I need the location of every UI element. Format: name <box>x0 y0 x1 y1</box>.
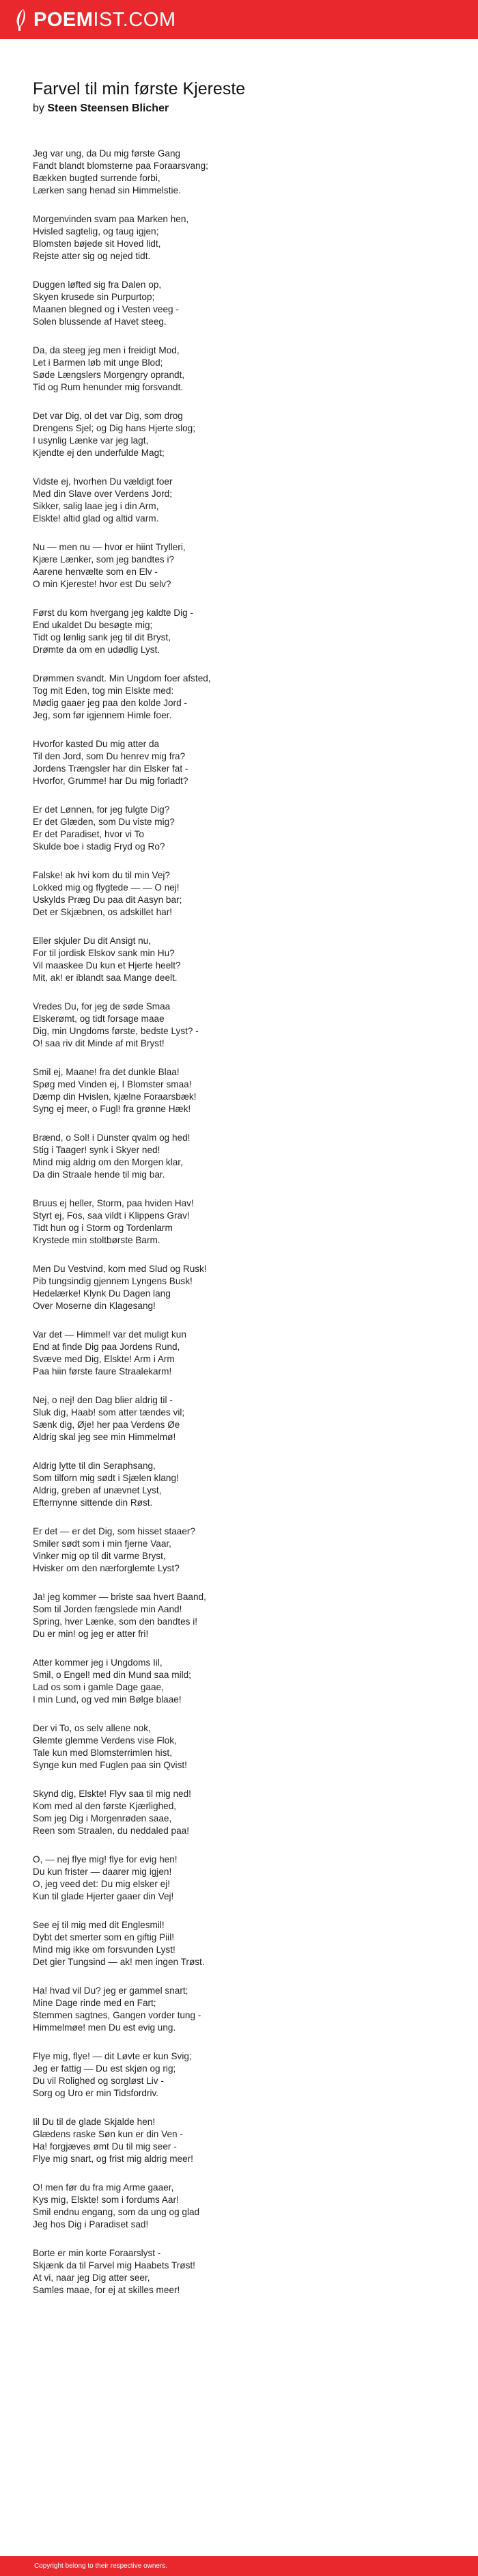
poem-stanza <box>33 1657 442 1706</box>
poem-line: Flye mig, flye! — dit Løvte er kun Svig; <box>33 2051 192 2061</box>
poem-line: Nu — men nu — hvor er hiint Trylleri, <box>33 542 186 552</box>
poem-line: Bækken bugted surrende forbi, <box>33 173 160 183</box>
poem-line: Sikker, salig laae jeg i din Arm, <box>33 501 159 511</box>
poem-line: O! saa riv dit Minde af mit Bryst! <box>33 1038 165 1048</box>
poem-stanza <box>33 1460 442 1509</box>
poem-line: Drengens Sjel; og Dig hans Hjerte slog; <box>33 423 196 433</box>
poem-line: Morgenvinden svam paa Marken hen, <box>33 214 189 224</box>
poem-line: Først du kom hvergang jeg kaldte Dig - <box>33 608 193 618</box>
poem-line: Hvorfor, Grumme! har Du mig forladt? <box>33 776 188 786</box>
poem-line: Mind mig aldrig om den Morgen klar, <box>33 1157 183 1167</box>
poem-line: Iil Du til de glade Skjalde hen! <box>33 2117 156 2127</box>
poem-line: Flye mig snart, og frist mig aldrig meer! <box>33 2154 193 2164</box>
poem-stanza <box>33 738 442 787</box>
poem-line: Mine Dage rinde med en Fart; <box>33 1998 156 2008</box>
poem-line: Aldrig, greben af unævnet Lyst, <box>33 1485 162 1495</box>
poem-line: Ha! hvad vil Du? jeg er gammel snart; <box>33 1985 188 1996</box>
poem-line: O, jeg veed det: Du mig elsker ej! <box>33 1879 170 1889</box>
poem-author[interactable]: Steen Steensen Blicher <box>47 103 169 114</box>
poem-line: Tidt og lønlig sank jeg til dit Bryst, <box>33 632 171 642</box>
brand-light: IST.COM <box>93 9 176 31</box>
poem-line: Hvisker om den nærforglemte Lyst? <box>33 1563 180 1573</box>
poem-line: Hedelærke! Klynk Du Dagen lang <box>33 1288 171 1299</box>
poem-line: Mit, ak! er iblandt saa Mange deelt. <box>33 973 178 983</box>
poem-line: I usynlig Lænke var jeg lagt, <box>33 435 149 446</box>
poem-line: Tidt hun og i Storm og Tordenlarm <box>33 1223 173 1233</box>
poem-line: Søde Længslers Morgengry oprandt, <box>33 370 185 380</box>
poem-line: Var det — Himmel! var det muligt kun <box>33 1329 186 1340</box>
poem-line: Det er Skjæbnen, os adskillet har! <box>33 907 173 917</box>
poem-line: Drømmen svandt. Min Ungdom foer afsted, <box>33 673 211 683</box>
poem-stanza <box>33 1919 442 1968</box>
poem-stanza <box>33 1329 442 1378</box>
poem-line: Himmelmøe! men Du est evig ung. <box>33 2022 176 2033</box>
poem-line: Dig, min Ungdoms første, bedste Lyst? - <box>33 1026 199 1036</box>
poem-line: O min Kjereste! hvor est Du selv? <box>33 579 171 589</box>
poem-line: Spøg med Vinden ej, I Blomster smaa! <box>33 1079 192 1089</box>
poem-line: Vinker mig op til dit varme Bryst, <box>33 1551 166 1561</box>
poem-stanza <box>33 2050 442 2100</box>
poem-line: Drømte da om en udødlig Lyst. <box>33 645 160 655</box>
poem-stanza <box>33 2182 442 2231</box>
poem-line: Atter kommer jeg i Ungdoms Iil, <box>33 1657 163 1668</box>
poem-line: Spring, hver Lænke, som den bandtes i! <box>33 1616 198 1627</box>
poem-line: Jeg, som før igjennem Himle foer. <box>33 710 172 720</box>
poem-stanza <box>33 1132 442 1181</box>
poem-stanza <box>33 148 442 197</box>
poem-line: Hvisled sagtelig, og taug igjen; <box>33 226 159 236</box>
poem-stanza <box>33 1985 442 2034</box>
poem-line: Smil ej, Maane! fra det dunkle Blaa! <box>33 1067 180 1077</box>
poem-line: Kun til glade Hjerter gaaer din Vej! <box>33 1891 174 1901</box>
poem-line: Skyen krusede sin Purpurtop; <box>33 292 155 302</box>
poem-line: Lærken sang henad sin Himmelstie. <box>33 185 181 195</box>
poem-line: Tog mit Eden, tog min Elskte med: <box>33 686 174 696</box>
poem-stanza <box>33 2247 442 2296</box>
poem-stanza <box>33 1788 442 1837</box>
poem-line: Reen som Straalen, du neddaled paa! <box>33 1826 189 1836</box>
poem-line: Stemmen sagtnes, Gangen vorder tung - <box>33 2010 201 2020</box>
poem-line: Det var Dig, ol det var Dig, som drog <box>33 411 183 421</box>
poem-stanza <box>33 935 442 984</box>
copyright-notice: Copyright belong to their respective owners. <box>34 2562 168 2570</box>
poem-stanza <box>33 410 442 459</box>
poem-stanza <box>33 1722 442 1772</box>
poem-line: Da din Straale hende til mig bar. <box>33 1169 165 1180</box>
poem-line: Du vil Rolighed og sorgløst Liv - <box>33 2076 164 2086</box>
poem-line: Aldrig skal jeg see min Himmelmø! <box>33 1432 176 1442</box>
poem-body <box>33 148 442 2313</box>
poem-line: Mødig gaaer jeg paa den kolde Jord - <box>33 698 187 708</box>
poem-line: I min Lund, og ved min Bølge blaae! <box>33 1694 182 1705</box>
poem-line: Elskte! altid glad og altid varm. <box>33 513 159 524</box>
poem-line: Du er min! og jeg er atter fri! <box>33 1629 149 1639</box>
poem-line: Nej, o nej! den Dag blier aldrig til - <box>33 1395 173 1405</box>
poem-line: Vidste ej, hvorhen Du vældigt foer <box>33 476 173 487</box>
poem-line: O! men før du fra mig Arme gaaer, <box>33 2182 174 2193</box>
poem-line: See ej til mig med dit Englesmil! <box>33 1920 165 1930</box>
poem-line: Stig i Taager! synk i Skyer ned! <box>33 1145 160 1155</box>
poem-line: Til den Jord, som Du henrev mig fra? <box>33 751 186 761</box>
poem-line: Dybt det smerter som en giftig Piil! <box>33 1932 174 1942</box>
poem-stanza <box>33 1001 442 1050</box>
poem-line: Som tilforn mig sødt i Sjælen klang! <box>33 1473 179 1483</box>
poem-line: Du kun frister — daarer mig igjen! <box>33 1867 172 1877</box>
poem-line: Er det Lønnen, for jeg fulgte Dig? <box>33 804 170 815</box>
poem-stanza <box>33 1854 442 1903</box>
poem-line: Samles maae, for ej at skilles meer! <box>33 2285 180 2295</box>
poem-line: Falske! ak hvi kom du til min Vej? <box>33 870 170 880</box>
poem-stanza <box>33 1591 442 1640</box>
poem-line: At vi, naar jeg Dig atter seer, <box>33 2273 150 2283</box>
poem-line: Uskylds Præg Du paa dit Aasyn bar; <box>33 895 182 905</box>
poem-stanza <box>33 607 442 656</box>
poem-stanza <box>33 344 442 394</box>
site-brand <box>33 8 176 31</box>
site-header <box>0 0 478 39</box>
poem-line: Jeg er fattig — Du est skjøn og rig; <box>33 2063 176 2074</box>
poem-line: Er det Paradiset, hvor vi To <box>33 829 144 839</box>
poem-line: Borte er min korte Foraarslyst - <box>33 2248 161 2258</box>
poem-line: Vil maaskee Du kun et Hjerte heelt? <box>33 960 181 971</box>
poem-line: Med din Slave over Verdens Jord; <box>33 489 173 499</box>
poem-line: Da, da steeg jeg men i freidigt Mod, <box>33 345 180 355</box>
poem-stanza <box>33 1197 442 1247</box>
poem-line: Syng ej meer, o Fugl! fra grønne Hæk! <box>33 1104 191 1114</box>
poem-line: Over Moserne din Klagesang! <box>33 1301 156 1311</box>
poem-line: Skjænk da til Farvel mig Haabets Trøst! <box>33 2260 195 2270</box>
poem-line: Efternynne sittende din Røst. <box>33 1497 153 1508</box>
poem-line: End at finde Dig paa Jordens Rund, <box>33 1342 180 1352</box>
poem-line: Elskerømt, og tidt forsage maae <box>33 1014 165 1024</box>
poem-line: Duggen løfted sig fra Dalen op, <box>33 280 162 290</box>
poem-line: Kom med al den første Kjærlighed, <box>33 1801 177 1811</box>
poem-line: Som jeg Dig i Morgenrøden saae, <box>33 1813 172 1823</box>
poem-line: Kjære Lænker, som jeg bandtes i? <box>33 554 175 565</box>
poem-stanza <box>33 673 442 722</box>
poem-line: Pib tungsindig gjennem Lyngens Busk! <box>33 1276 193 1286</box>
byline-prefix: by <box>33 103 44 114</box>
poem-line: Rejste atter sig og nejed tidt. <box>33 251 151 261</box>
quill-pen-icon <box>14 8 29 31</box>
poem-line: Sænk dig, Øje! her paa Verdens Øe <box>33 1420 180 1430</box>
poem-line: Smil endnu engang, som da ung og glad <box>33 2207 200 2217</box>
poem-line: Svæve med Dig, Elskte! Arm i Arm <box>33 1354 175 1364</box>
poem-stanza <box>33 476 442 525</box>
site-footer <box>0 2556 478 2576</box>
poem-line: Aarene henvælte som en Elv - <box>33 567 158 577</box>
poem-title: Farvel til min første Kjereste <box>33 79 246 98</box>
poem-line: Der vi To, os selv allene nok, <box>33 1723 151 1733</box>
poem-line: Solen blussende af Havet steeg. <box>33 316 167 327</box>
poem-line: Synge kun med Fuglen paa sin Qvist! <box>33 1760 187 1770</box>
poem-line: Ja! jeg kommer — briste saa hvert Baand, <box>33 1592 206 1602</box>
poem-line: Men Du Vestvind, kom med Slud og Rusk! <box>33 1264 207 1274</box>
poem-stanza <box>33 1066 442 1115</box>
poem-line: Som til Jorden fængslede min Aand! <box>33 1604 182 1614</box>
poem-line: Ha! forgjæves ømt Du til mig seer - <box>33 2141 177 2152</box>
brand-bold: POEM <box>33 9 94 31</box>
poem-line: Glemte glemme Verdens vise Flok, <box>33 1735 177 1746</box>
poem-line: Er det Glæden, som Du viste mig? <box>33 817 175 827</box>
poem-line: Smil, o Engel! med din Mund saa mild; <box>33 1670 191 1680</box>
poem-stanza <box>33 1526 442 1575</box>
poem-line: Let i Barmen løb mit unge Blod; <box>33 357 163 368</box>
poem-line: Lokked mig og flygtede — — O nej! <box>33 882 180 893</box>
poem-line: Vredes Du, for jeg de søde Smaa <box>33 1001 171 1012</box>
poem-line: Dæmp din Hvislen, kjælne Foraarsbæk! <box>33 1092 197 1102</box>
poem-stanza <box>33 279 442 328</box>
poem-line: Maanen blegned og i Vesten veeg - <box>33 304 179 314</box>
poem-line: End ukaldet Du besøgte mig; <box>33 620 153 630</box>
poem-line: Kys mig, Elskte! som i fordums Aar! <box>33 2195 179 2205</box>
poem-stanza <box>33 1263 442 1312</box>
poem-stanza <box>33 541 442 591</box>
poem-line: Skulde boe i stadig Fryd og Ro? <box>33 841 165 852</box>
poem-stanza <box>33 213 442 262</box>
poem-line: Sorg og Uro er min Tidsfordriv. <box>33 2088 159 2098</box>
poem-line: Mind mig ikke om forsvunden Lyst! <box>33 1944 175 1955</box>
poem-line: Lad os som i gamle Dage gaae, <box>33 1682 164 1692</box>
poem-line: Det gier Tungsind — ak! men ingen Trøst. <box>33 1957 205 1967</box>
poem-line: Kjendte ej den underfulde Magt; <box>33 448 165 458</box>
poem-line: Tale kun med Blomsterrimlen hist, <box>33 1748 172 1758</box>
poem-line: Bruus ej heller, Storm, paa hviden Hav! <box>33 1198 194 1208</box>
poem-stanza <box>33 869 442 919</box>
poem-stanza <box>33 804 442 853</box>
poem-line: Brænd, o Sol! i Dunster qvalm og hed! <box>33 1133 191 1143</box>
poem-line: Smiler sødt som i min fjerne Vaar, <box>33 1538 171 1549</box>
poem-line: Glædens raske Søn kun er din Ven - <box>33 2129 183 2139</box>
poem-line: For til jordisk Elskov sank min Hu? <box>33 948 175 958</box>
poem-line: Hvorfor kasted Du mig atter da <box>33 739 160 749</box>
poem-line: Blomsten bøjede sit Hoved lidt, <box>33 239 161 249</box>
poem-line: Jeg var ung, da Du mig første Gang <box>33 148 181 159</box>
poem-stanza <box>33 1394 442 1443</box>
poem-line: Paa hiin første faure Straalekarm! <box>33 1366 172 1377</box>
site-logo[interactable] <box>14 8 176 31</box>
poem-stanza <box>33 2116 442 2165</box>
poem-line: Er det — er det Dig, som hisset staaer? <box>33 1526 195 1536</box>
poem-line: Jordens Trængsler har din Elsker fat - <box>33 763 188 774</box>
poem-line: O, — nej flye mig! flye for evig hen! <box>33 1854 178 1865</box>
poem-byline <box>33 101 169 116</box>
poem-line: Fandt blandt blomsterne paa Foraarsvang; <box>33 161 208 171</box>
poem-line: Krystede min stoltbørste Barm. <box>33 1235 160 1245</box>
poem-line: Tid og Rum henunder mig forsvandt. <box>33 382 184 392</box>
poem-line: Sluk dig, Haab! som atter tændes vil; <box>33 1407 185 1418</box>
poem-line: Jeg hos Dig i Paradiset sad! <box>33 2219 149 2229</box>
poem-line: Styrt ej, Fos, saa vildt i Klippens Grav! <box>33 1210 190 1221</box>
poem-line: Skynd dig, Elskte! Flyv saa til mig ned! <box>33 1789 191 1799</box>
poem-line: Aldrig lytte til din Seraphsang, <box>33 1461 156 1471</box>
poem-line: Eller skjuler Du dit Ansigt nu, <box>33 936 152 946</box>
